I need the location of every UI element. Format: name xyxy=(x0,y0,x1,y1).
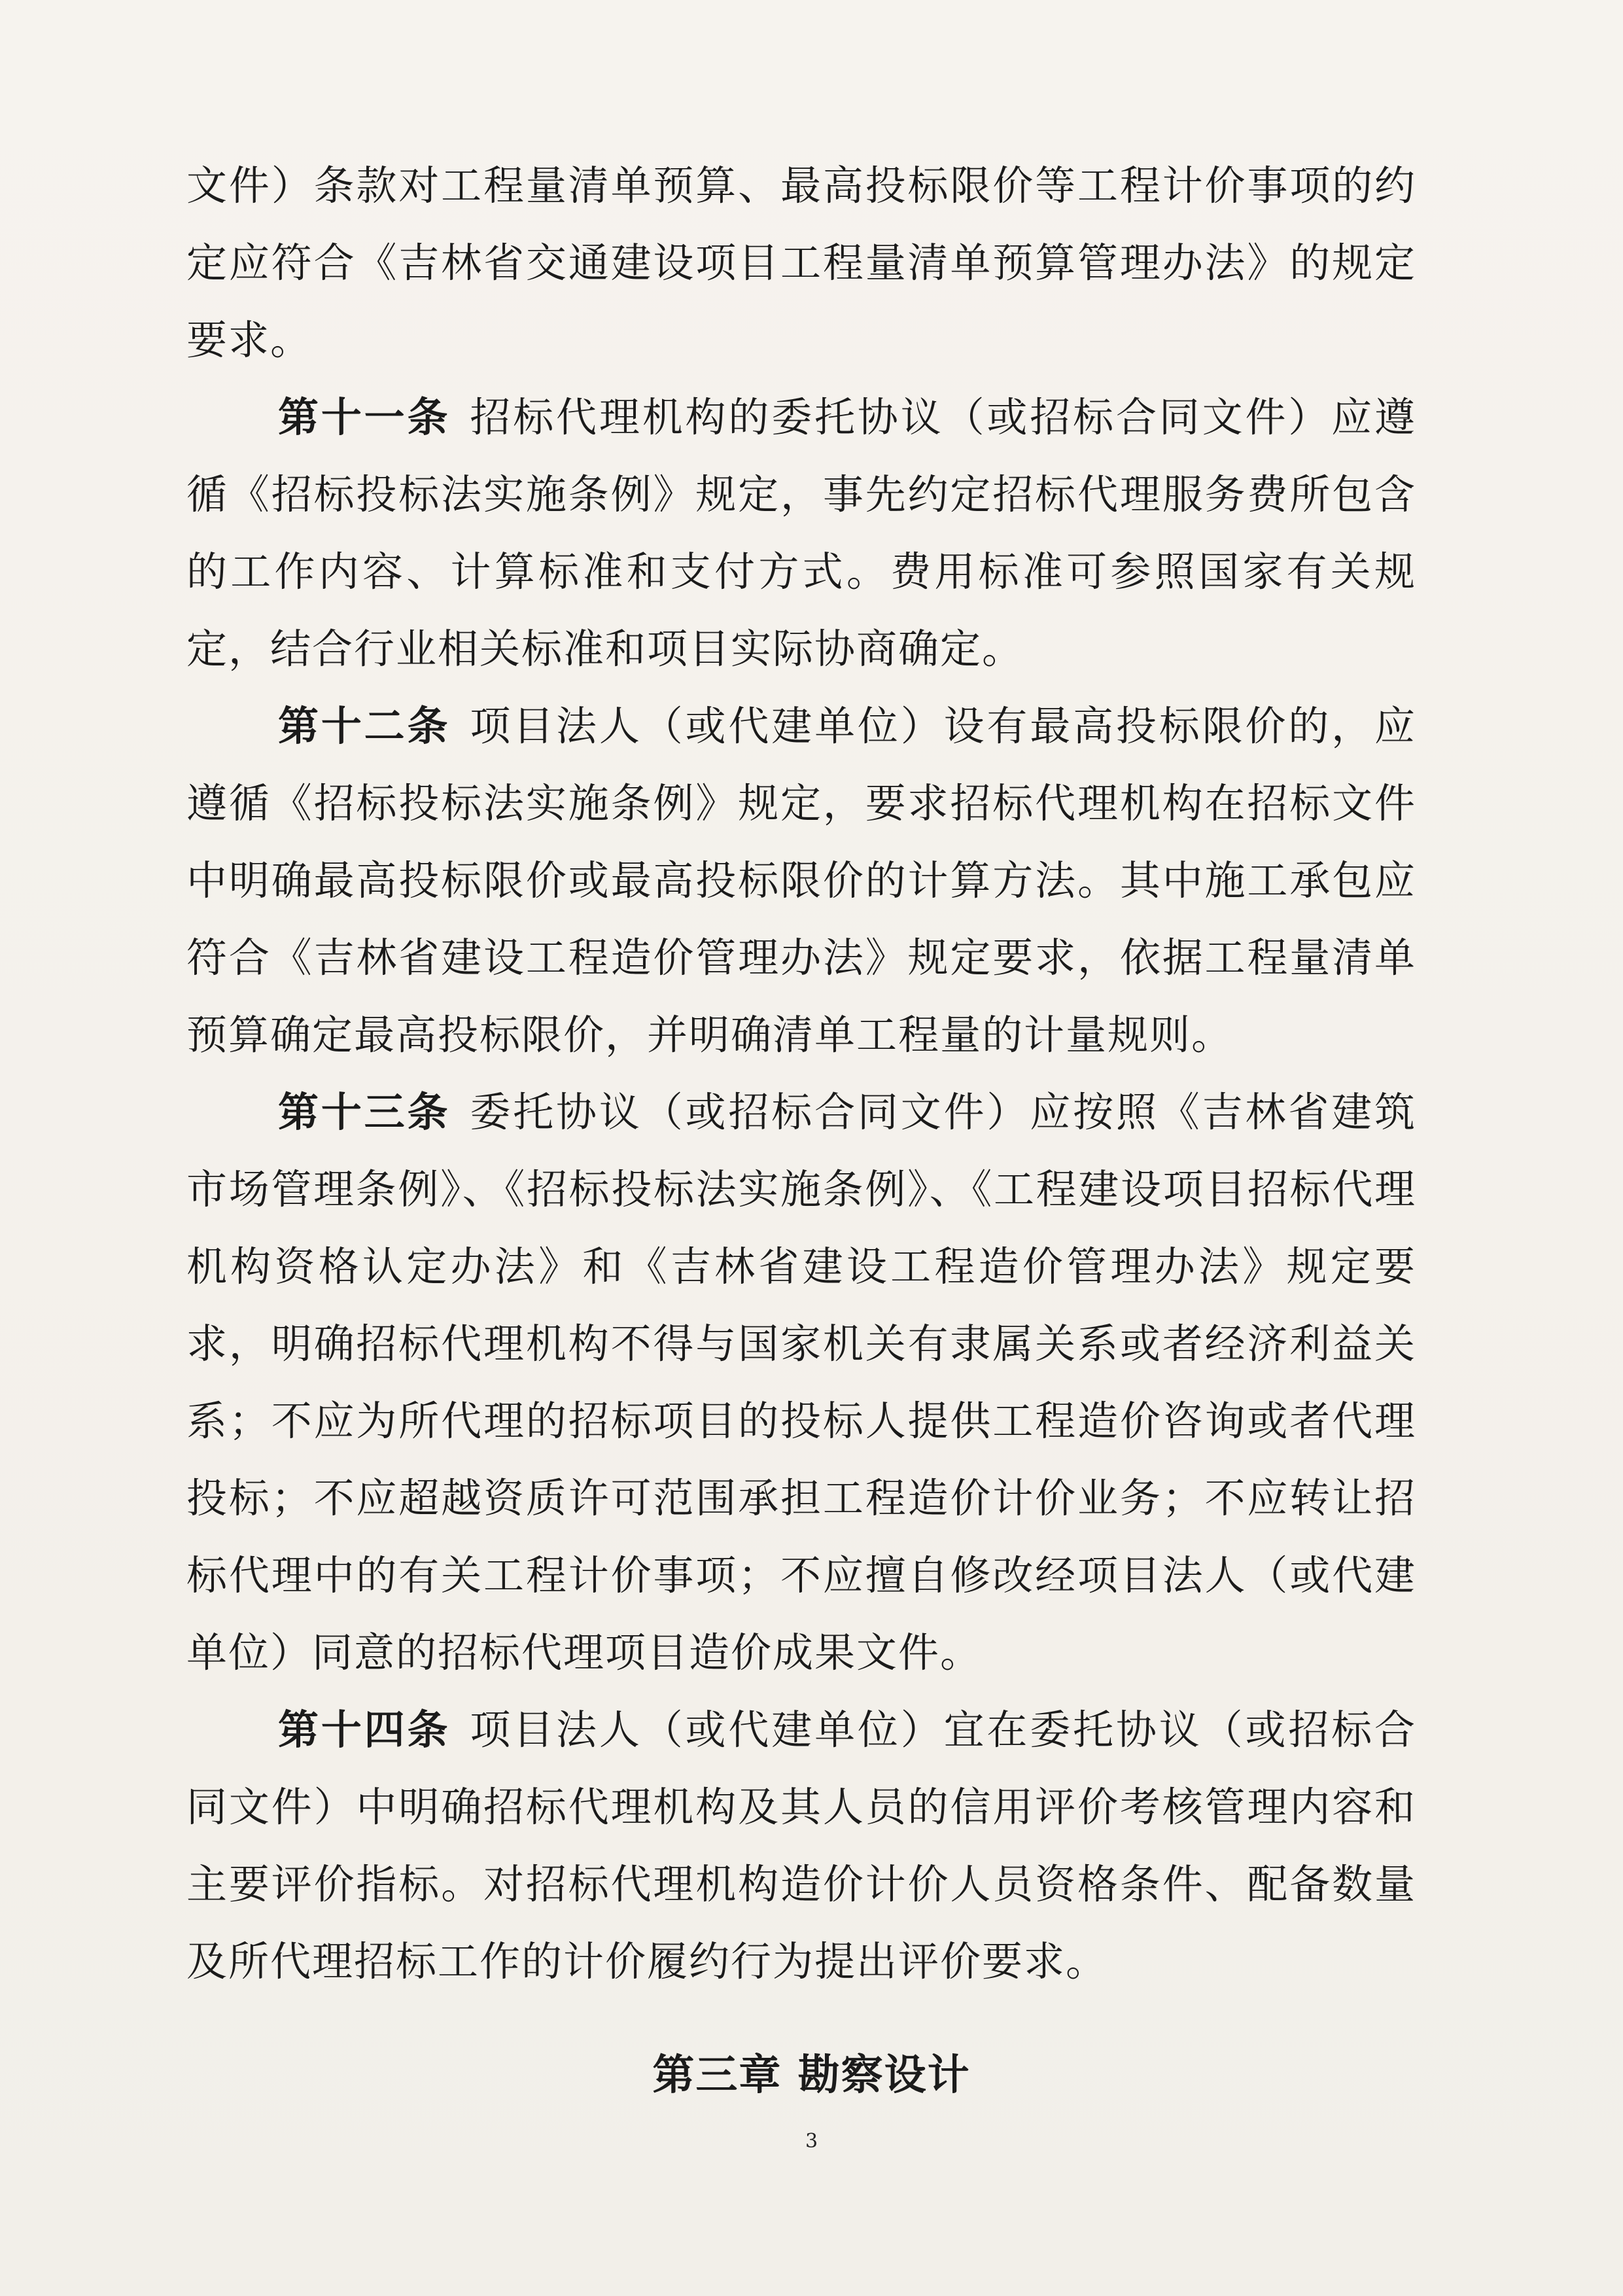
article-11 xyxy=(186,379,1416,688)
article-12 xyxy=(186,688,1416,1074)
article-14-label: 第十四条 xyxy=(278,1706,451,1754)
chapter-title: 第三章 勘察设计 xyxy=(652,2051,971,2100)
body-text xyxy=(186,147,1416,2000)
article-14-text: 项目法人（或代建单位）宜在委托协议（或招标合同文件）中明确招标代理机构及其人员的信用评价考核管理内容和主要评价指标。对招标代理机构造价计价人员资格条件、配备数量及所代理招标工作的计价履约行为提出评价要求。 xyxy=(186,1706,1416,1985)
intro-paragraph: 文件）条款对工程量清单预算、最高投标限价等工程计价事项的约定应符合《吉林省交通建设项目工程量清单预算管理办法》的规定要求。 xyxy=(186,162,1416,364)
article-14 xyxy=(186,1691,1416,2000)
article-11-text: 招标代理机构的委托协议（或招标合同文件）应遵循《招标投标法实施条例》规定，事先约定招标代理服务费所包含的工作内容、计算标准和支付方式。费用标准可参照国家有关规定，结合行业相关标准和项目实际协商确定。 xyxy=(186,393,1416,673)
article-13 xyxy=(186,1074,1416,1691)
page-number: 3 xyxy=(805,2130,818,2153)
article-13-text: 委托协议（或招标合同文件）应按照《吉林省建筑市场管理条例》、《招标投标法实施条例》、《工程建设项目招标代理机构资格认定办法》和《吉林省建设工程造价管理办法》规定要求，明确招标代理机构不得与国家机关有隶属关系或者经济利益关系；不应为所代理的招标项目的投标人提供工程造价咨询或者代理投标；不应超越资质许可范围承担工程造价计价业务；不应转让招标代理中的有关工程计价事项；不应擅自修改经项目法人（或代建单位）同意的招标代理项目造价成果文件。 xyxy=(186,1088,1416,1676)
article-12-label: 第十二条 xyxy=(278,702,451,750)
article-11-label: 第十一条 xyxy=(278,393,451,441)
article-13-label: 第十三条 xyxy=(278,1088,451,1136)
article-12-text: 项目法人（或代建单位）设有最高投标限价的，应遵循《招标投标法实施条例》规定，要求招标代理机构在招标文件中明确最高投标限价或最高投标限价的计算方法。其中施工承包应符合《吉林省建设工程造价管理办法》规定要求，依据工程量清单预算确定最高投标限价，并明确清单工程量的计量规则。 xyxy=(186,702,1416,1059)
